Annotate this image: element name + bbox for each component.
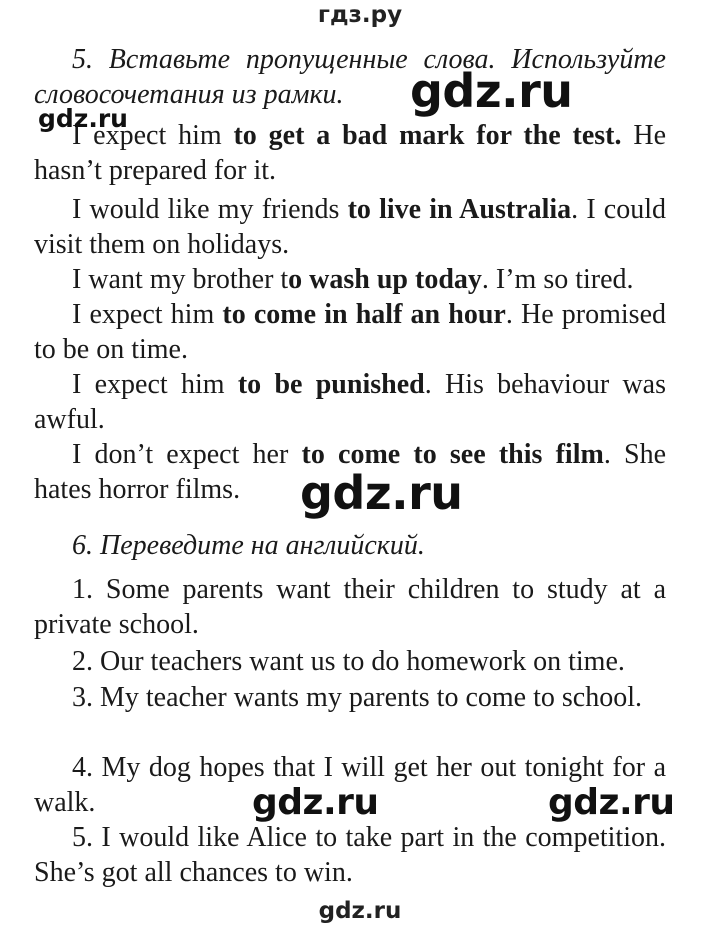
item-text: . I’m so tired. <box>481 264 634 295</box>
task5-item-4 <box>34 297 666 367</box>
item-answer: to come to see this film <box>301 439 604 470</box>
task6-item-2: 2. Our teachers want us to do homework on time. <box>72 646 625 677</box>
item-text: I want my brother t <box>72 264 289 295</box>
task6-item-3: 3. My teacher wants my parents to come to school. <box>72 682 642 713</box>
item-text: . She hates horror films. <box>34 439 667 505</box>
watermark-logo: gdz.ru <box>38 104 128 133</box>
item-answer: o wash up today <box>288 264 482 295</box>
watermark-logo: gdz.ru <box>410 64 573 118</box>
item-answer: to be punished <box>237 369 425 400</box>
item-text: I don’t expect her <box>72 439 302 470</box>
task6-item-4: 4. My dog hopes that I will get her out tonight for a walk. <box>34 752 666 818</box>
item-text: I expect him <box>72 299 223 330</box>
item-text: . His behaviour was awful. <box>34 369 666 435</box>
task6-item-1: 1. Some parents want their children to study at a private school. <box>34 574 666 640</box>
watermark-logo: gdz.ru <box>300 466 463 520</box>
task5-item-2 <box>34 192 666 262</box>
task5-item-3 <box>34 262 666 297</box>
task5-heading: 5. Вставьте пропущенные слова. Используйте словосочетания из рамки. <box>34 44 666 110</box>
item-text: . He promised to be on time. <box>34 299 666 365</box>
site-footer: gdz.ru <box>318 898 402 924</box>
item-text: I expect him <box>72 369 238 400</box>
item-text: . I could visit them on holidays. <box>34 194 667 260</box>
task5-item-1 <box>34 118 666 188</box>
item-answer: to live in Australia <box>347 194 572 225</box>
task5-item-5 <box>34 367 666 437</box>
watermark-logo: gdz.ru <box>548 782 675 823</box>
item-answer: to get a bad mark for the test. <box>233 120 622 151</box>
watermark-logo: gdz.ru <box>252 782 379 823</box>
item-text: I expect him <box>72 120 234 151</box>
task6-item-5: 5. I would like Alice to take part in the competition. She’s got all chances to win. <box>34 822 666 888</box>
item-text: I would like my friends <box>72 194 348 225</box>
task6-heading: 6. Переведите на английский. <box>72 530 425 561</box>
item-text: He hasn’t prepared for it. <box>34 120 666 186</box>
site-header: гдз.ру <box>317 2 403 28</box>
item-answer: to come in half an hour <box>222 299 506 330</box>
